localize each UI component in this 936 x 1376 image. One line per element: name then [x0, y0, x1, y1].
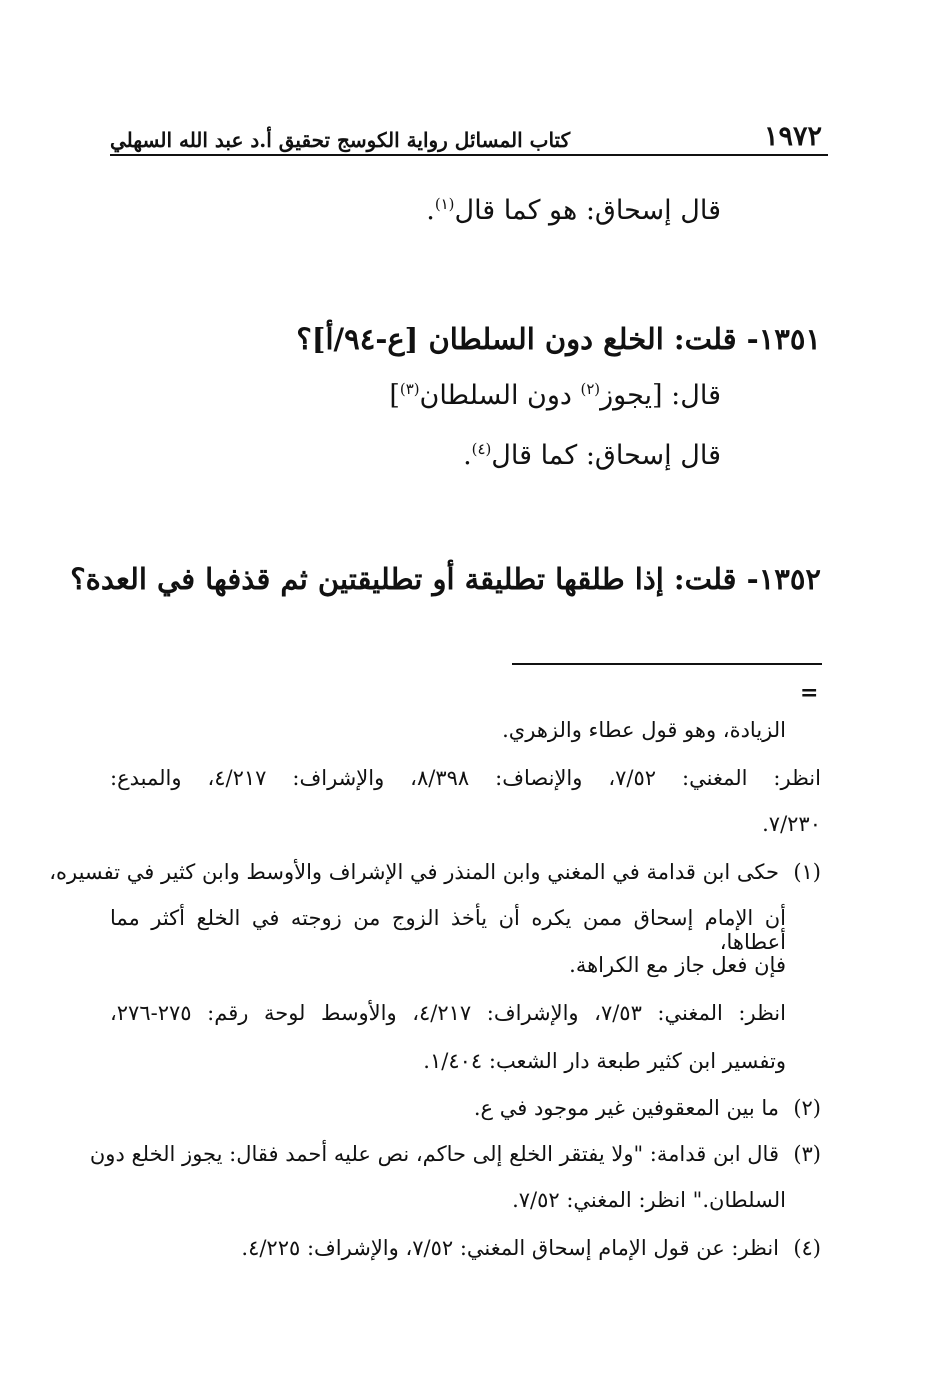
footnote-continuation-line: ٧/٢٣٠.	[762, 812, 821, 836]
footnote-1-line: أن الإمام إسحاق ممن يكره أن يأخذ الزوج من زوجته في الخلع أكثر مما أعطاها،	[110, 906, 786, 954]
footnote-ref-4: (٤)	[471, 440, 492, 458]
question-1352	[70, 562, 821, 596]
ishaq-1351	[463, 440, 721, 471]
period: .	[426, 195, 435, 226]
footnote-ref-2: (٢)	[580, 380, 601, 398]
footnote-separator	[512, 663, 822, 665]
question-1351	[296, 322, 821, 356]
footnote-continuation-line: انظر: المغني: ٧/٥٢، والإنصاف: ٨/٣٩٨، والإشراف: ٤/٢١٧، والمبدع:	[110, 766, 821, 790]
footnote-2	[474, 1096, 821, 1120]
footnote-number: (١)	[793, 860, 821, 884]
footnote-1-line: حكى ابن قدامة في المغني وابن المنذر في الإشراف والأوسط وابن كثير في تفسيره،	[49, 860, 779, 884]
footnote-4	[241, 1236, 821, 1260]
page-header	[110, 112, 822, 152]
footnote-1-line: انظر: المغني: ٧/٥٣، والإشراف: ٤/٢١٧، والأوسط لوحة رقم: ٢٧٥-٢٧٦،	[110, 1001, 786, 1025]
footnote-3	[89, 1142, 821, 1166]
ishaq-statement-text: قال إسحاق: هو كما قال	[454, 195, 721, 226]
footnote-2-line: ما بين المعقوفين غير موجود في ع.	[473, 1096, 779, 1120]
footnote-4-line: انظر: عن قول الإمام إسحاق المغني: ٧/٥٢، والإشراف: ٤/٢٢٥.	[241, 1236, 779, 1260]
ishaq-statement	[426, 195, 721, 226]
footnote-3-line: قال ابن قدامة: "ولا يفتقر الخلع إلى حاكم، نص عليه أحمد فقال: يجوز الخلع دون	[89, 1142, 779, 1166]
continuation-mark: =	[800, 680, 819, 706]
footnote-1	[49, 860, 821, 884]
footnote-ref-3: (٣)	[399, 380, 420, 398]
footnote-number: (٢)	[793, 1096, 821, 1120]
answer-1351-pre: قال: [يجوز	[600, 380, 721, 411]
footnote-1-line: فإن فعل جاز مع الكراهة.	[569, 953, 786, 977]
running-title: كتاب المسائل رواية الكوسج تحقيق أ.د عبد الله السهلي	[110, 128, 571, 152]
footnote-continuation-line: الزيادة، وهو قول عطاء والزهري.	[502, 718, 786, 742]
bracket-close: ]	[389, 380, 400, 411]
footnote-ref-1: (١)	[434, 195, 455, 213]
period: .	[463, 440, 472, 471]
footnote-1-line: وتفسير ابن كثير طبعة دار الشعب: ١/٤٠٤.	[423, 1049, 786, 1073]
header-rule	[110, 154, 828, 156]
answer-1351	[389, 380, 721, 411]
question-1352-text: ١٣٥٢- قلت: إذا طلقها تطليقة أو تطليقتين ثم قذفها في العدة؟	[70, 562, 821, 596]
footnote-3-line: السلطان." انظر: المغني: ٧/٥٢.	[512, 1188, 786, 1212]
answer-1351-mid: دون السلطان	[419, 380, 581, 411]
footnote-number: (٤)	[793, 1236, 821, 1260]
question-1351-text: ١٣٥١- قلت: الخلع دون السلطان [ع-٩٤/أ]؟	[296, 322, 821, 356]
ishaq-1351-text: قال إسحاق: كما قال	[491, 440, 721, 471]
footnote-number: (٣)	[793, 1142, 821, 1166]
page-number: ١٩٧٢	[763, 121, 822, 152]
